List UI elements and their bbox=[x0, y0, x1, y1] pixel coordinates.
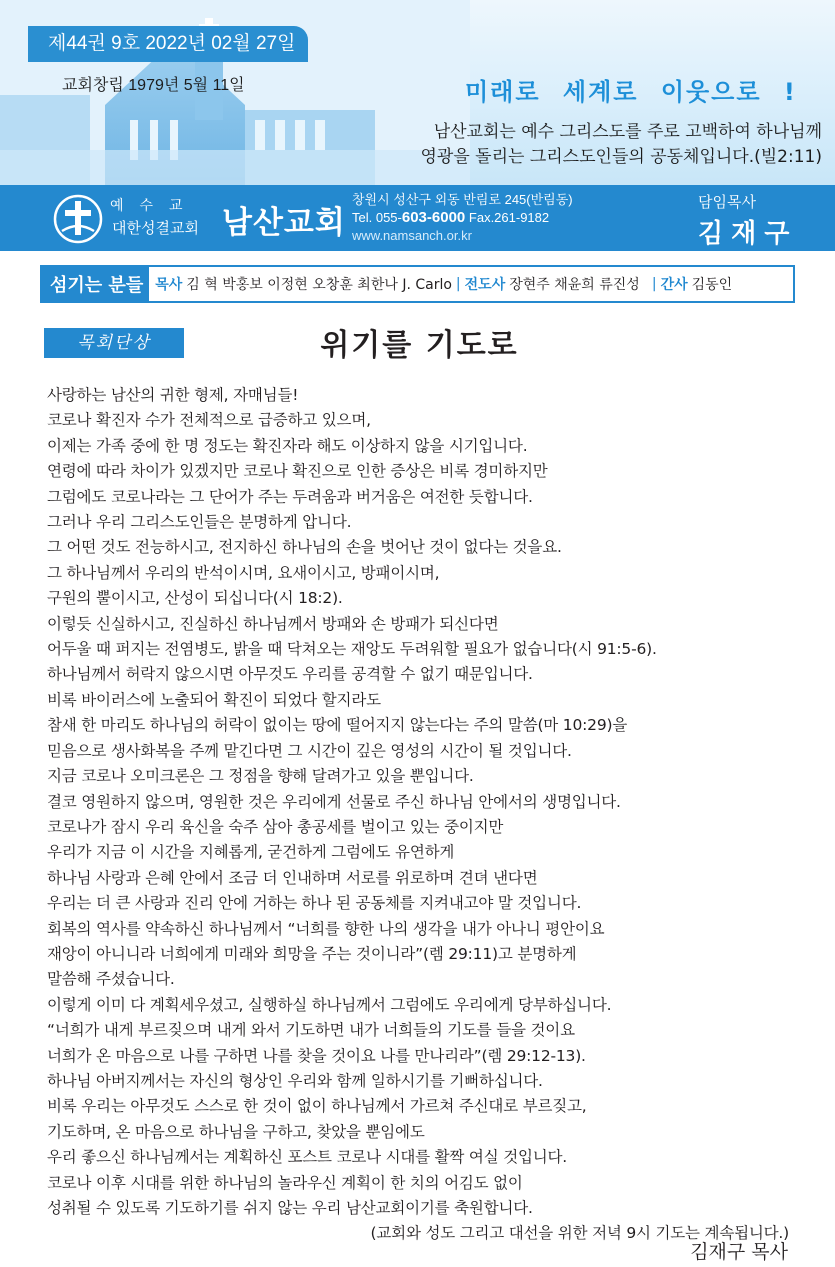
closing-note: (교회와 성도 그리고 대선을 위한 저녁 9시 기도는 계속됩니다.) bbox=[370, 1224, 789, 1243]
slogan: 미래로 세계로 이웃으로 ! bbox=[465, 78, 797, 106]
church-info-band bbox=[0, 185, 835, 251]
senior-pastor-name: 김재구 bbox=[698, 219, 798, 249]
role-evangelist: 전도사 bbox=[464, 277, 506, 293]
body-line: 그럼에도 코로나라는 그 단어가 주는 두려움과 버거움은 여전한 듯합니다. bbox=[47, 487, 533, 506]
tel-prefix: Tel. 055- bbox=[352, 210, 402, 225]
body-line: 성취될 수 있도록 기도하기를 쉬지 않는 우리 남산교회이기를 축원합니다. bbox=[47, 1199, 533, 1217]
body-line: 연령에 따라 차이가 있겠지만 코로나 확진으로 인한 증상은 비록 경미하지만 bbox=[47, 462, 548, 481]
column-category-tag: 목회단상 bbox=[44, 328, 184, 358]
founding-date: 교회창립 1979년 5월 11일 bbox=[62, 77, 245, 94]
body-line: 코로나 이후 시대를 위한 하나님의 놀라우신 계획이 한 치의 어김도 없이 bbox=[47, 1173, 523, 1192]
mission-statement bbox=[372, 120, 822, 170]
phone-fax bbox=[352, 209, 573, 227]
mission-line: 남산교회는 예수 그리스도를 주로 고백하여 하나님께 bbox=[433, 122, 822, 142]
body-line: 믿음으로 생사화복을 주께 맡긴다면 그 시간이 깊은 영성의 시간이 될 것입니다. bbox=[47, 741, 572, 760]
contact-info bbox=[352, 191, 573, 245]
body-line: 그 어떤 것도 전능하시고, 전지하신 하나님의 손을 벗어난 것이 없다는 것을요. bbox=[47, 538, 562, 557]
body-line: 너희가 온 마음으로 나를 구하면 나를 찾을 것이요 나를 만나리라”(렘 29:12-13). bbox=[47, 1046, 586, 1065]
article-title: 위기를 기도로 bbox=[320, 328, 519, 363]
address: 창원시 성산구 외동 반림로 245(반림동) bbox=[352, 192, 573, 207]
body-line: 참새 한 마리도 하나님의 허락이 없이는 땅에 떨어지지 않는다는 주의 말씀(마 10:29)을 bbox=[47, 716, 628, 735]
website-link[interactable]: www.namsanch.or.kr bbox=[352, 228, 472, 243]
body-line: 회복의 역사를 약속하신 하나님께서 “너희를 향한 나의 생각을 내가 아나니 평안이요 bbox=[47, 919, 605, 938]
body-line: 사랑하는 남산의 귀한 형제, 자매님들! bbox=[47, 386, 299, 404]
church-name: 남산교회 bbox=[222, 205, 346, 241]
body-line: “너희가 내게 부르짖으며 내게 와서 기도하면 내가 너희들의 기도를 들을 것이요 bbox=[47, 1021, 575, 1040]
body-line: 결코 영원하지 않으며, 영원한 것은 우리에게 선물로 주신 하나님 안에서의 생명입니다. bbox=[47, 792, 621, 811]
body-line: 지금 코로나 오미크론은 그 정점을 향해 달려가고 있을 뿐입니다. bbox=[47, 767, 474, 786]
church-logo-icon bbox=[52, 193, 104, 245]
author-signature: 김재구 목사 bbox=[690, 1241, 788, 1263]
separator: | bbox=[651, 276, 657, 292]
staff-label: 섬기는 분들 bbox=[42, 267, 149, 301]
article-body bbox=[47, 383, 807, 1247]
evangelist-names: 장현주 채윤희 류진성 bbox=[509, 277, 640, 293]
staff-names: 김동인 bbox=[691, 277, 733, 293]
body-line: 우리는 더 큰 사랑과 진리 안에 거하는 하나 된 공동체를 지켜내고야 말 것입니다. bbox=[47, 894, 582, 913]
body-line: 이렇듯 신실하시고, 진실하신 하나님께서 방패와 손 방패가 되신다면 bbox=[47, 614, 499, 633]
denomination-name: 대한성결교회 bbox=[112, 219, 199, 237]
denomination-top: 예수교 bbox=[110, 198, 199, 214]
tel-number: 603-6000 bbox=[401, 209, 466, 226]
body-line: 그 하나님께서 우리의 반석이시며, 요새이시고, 방패이시며, bbox=[47, 563, 440, 582]
body-line: 우리가 지금 이 시간을 지혜롭게, 굳건하게 그럼에도 유연하게 bbox=[47, 843, 455, 862]
role-staff: 간사 bbox=[660, 277, 688, 293]
staff-list bbox=[40, 265, 795, 303]
body-line: 하나님 아버지께서는 자신의 형상인 우리와 함께 일하시기를 기뻐하십니다. bbox=[47, 1071, 543, 1090]
separator: | bbox=[455, 276, 461, 292]
body-line: 코로나가 잠시 우리 육신을 숙주 삼아 총공세를 벌이고 있는 중이지만 bbox=[47, 817, 504, 836]
issue-date: 제44권 9호 2022년 02월 27일 bbox=[28, 26, 308, 62]
body-line: 하나님께서 허락지 않으시면 아무것도 우리를 공격할 수 없기 때문입니다. bbox=[47, 665, 533, 684]
body-line: 그러나 우리 그리스도인들은 분명하게 압니다. bbox=[47, 513, 352, 532]
body-line: 재앙이 아니니라 너희에게 미래와 희망을 주는 것이니라”(렘 29:11)고 분명하게 bbox=[47, 944, 577, 963]
body-line: 구원의 뿔이시고, 산성이 되십니다(시 18:2). bbox=[47, 589, 343, 608]
bulletin-header bbox=[0, 0, 835, 185]
body-line: 우리 좋으신 하나님께서는 계획하신 포스트 코로나 시대를 활짝 여실 것입니다. bbox=[47, 1148, 568, 1167]
body-line: 기도하며, 온 마음으로 하나님을 구하고, 찾았을 뿐임에도 bbox=[47, 1122, 425, 1141]
body-line: 비록 바이러스에 노출되어 확진이 되었다 할지라도 bbox=[47, 690, 381, 709]
body-line: 어두울 때 퍼지는 전염병도, 밝을 때 닥쳐오는 재앙도 두려워할 필요가 없습니다(시 91:5-6). bbox=[47, 640, 657, 659]
body-line: 비록 우리는 아무것도 스스로 한 것이 없이 하나님께서 가르쳐 주신대로 부르짖고, bbox=[47, 1097, 587, 1116]
body-line: 하나님 사랑과 은혜 안에서 조금 더 인내하며 서로를 위로하며 견뎌 낸다면 bbox=[47, 868, 538, 887]
mission-line: 영광을 돌리는 그리스도인들의 공동체입니다.(빌2:11) bbox=[420, 147, 822, 167]
body-line: 이제는 가족 중에 한 명 정도는 확진자라 해도 이상하지 않을 시기입니다. bbox=[47, 436, 528, 455]
pastor-names: 김 혁 박홍보 이정현 오창훈 최한나 J. Carlo bbox=[186, 277, 452, 293]
role-pastor: 목사 bbox=[155, 277, 183, 293]
senior-pastor-title: 담임목사 bbox=[698, 193, 756, 211]
body-line: 코로나 확진자 수가 전체적으로 급증하고 있으며, bbox=[47, 411, 371, 430]
body-line: 말씀해 주셨습니다. bbox=[47, 970, 175, 989]
body-line: 이렇게 이미 다 계획세우셨고, 실행하실 하나님께서 그럼에도 우리에게 당부하십니다. bbox=[47, 995, 612, 1014]
fax: Fax.261-9182 bbox=[465, 210, 550, 225]
